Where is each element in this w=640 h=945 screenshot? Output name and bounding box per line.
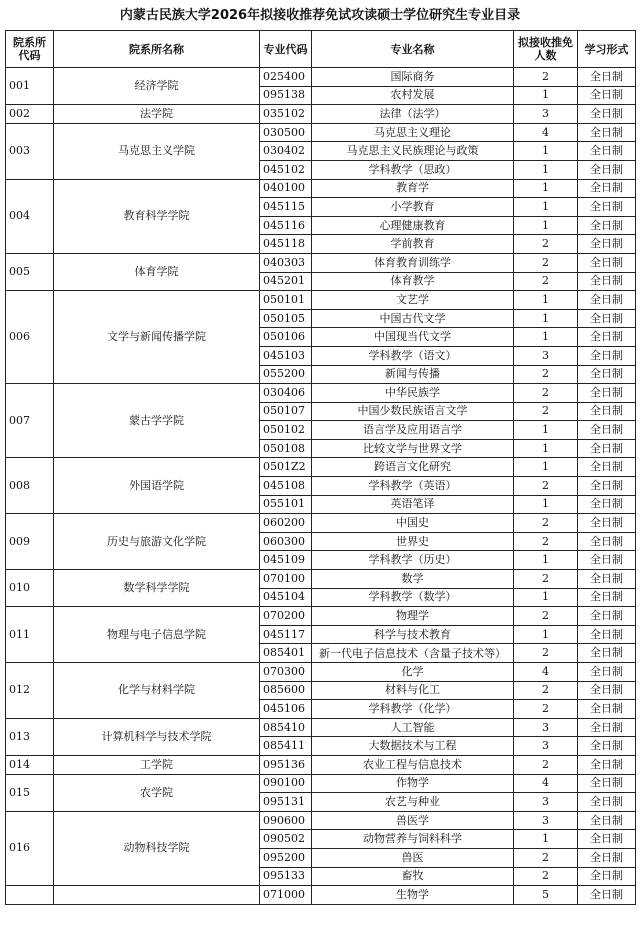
major-code-cell: 045103 [260, 346, 312, 365]
quota-cell: 2 [514, 700, 578, 719]
major-code-cell: 095138 [260, 86, 312, 105]
quota-cell: 2 [514, 477, 578, 496]
mode-cell: 全日制 [578, 86, 636, 105]
dept-name-cell: 教育科学学院 [54, 179, 260, 253]
quota-cell: 3 [514, 718, 578, 737]
mode-cell: 全日制 [578, 663, 636, 682]
quota-cell: 2 [514, 681, 578, 700]
major-name-cell: 语言学及应用语言学 [312, 421, 514, 440]
major-code-cell: 045118 [260, 235, 312, 254]
major-code-cell: 060300 [260, 532, 312, 551]
mode-cell: 全日制 [578, 160, 636, 179]
table-row [6, 68, 636, 87]
major-code-cell: 035102 [260, 105, 312, 124]
table-row [6, 755, 636, 774]
major-code-cell: 055101 [260, 495, 312, 514]
dept-code-cell: 005 [6, 253, 54, 290]
major-name-cell: 新闻与传播 [312, 365, 514, 384]
major-name-cell: 心理健康教育 [312, 216, 514, 235]
major-name-cell: 文艺学 [312, 291, 514, 310]
quota-cell: 1 [514, 830, 578, 849]
quota-cell: 2 [514, 68, 578, 87]
major-name-cell: 农业工程与信息技术 [312, 755, 514, 774]
major-name-cell: 物理学 [312, 607, 514, 626]
dept-name-cell: 物理与电子信息学院 [54, 607, 260, 663]
header-dept-code: 院系所代码 [6, 31, 54, 68]
dept-code-cell: 011 [6, 607, 54, 663]
dept-name-cell: 动物科技学院 [54, 811, 260, 885]
dept-code-cell: 004 [6, 179, 54, 253]
mode-cell: 全日制 [578, 625, 636, 644]
mode-cell: 全日制 [578, 514, 636, 533]
mode-cell: 全日制 [578, 774, 636, 793]
major-code-cell: 085410 [260, 718, 312, 737]
mode-cell: 全日制 [578, 421, 636, 440]
mode-cell: 全日制 [578, 439, 636, 458]
quota-cell: 1 [514, 458, 578, 477]
major-code-cell: 045106 [260, 700, 312, 719]
major-name-cell: 中国古代文学 [312, 309, 514, 328]
mode-cell: 全日制 [578, 216, 636, 235]
major-code-cell: 030402 [260, 142, 312, 161]
major-name-cell: 作物学 [312, 774, 514, 793]
table-row [6, 514, 636, 533]
mode-cell: 全日制 [578, 830, 636, 849]
major-code-cell: 070300 [260, 663, 312, 682]
mode-cell: 全日制 [578, 68, 636, 87]
major-code-cell: 085401 [260, 644, 312, 663]
dept-name-cell: 工学院 [54, 755, 260, 774]
dept-code-cell [6, 886, 54, 905]
major-code-cell: 045109 [260, 551, 312, 570]
mode-cell: 全日制 [578, 291, 636, 310]
major-name-cell: 学前教育 [312, 235, 514, 254]
quota-cell: 2 [514, 848, 578, 867]
major-name-cell: 兽医学 [312, 811, 514, 830]
mode-cell: 全日制 [578, 588, 636, 607]
mode-cell: 全日制 [578, 848, 636, 867]
mode-cell: 全日制 [578, 142, 636, 161]
major-name-cell: 生物学 [312, 886, 514, 905]
mode-cell: 全日制 [578, 402, 636, 421]
quota-cell: 2 [514, 644, 578, 663]
dept-name-cell: 蒙古学学院 [54, 384, 260, 458]
dept-code-cell: 016 [6, 811, 54, 885]
major-code-cell: 060200 [260, 514, 312, 533]
quota-cell: 2 [514, 755, 578, 774]
major-code-cell: 085411 [260, 737, 312, 756]
major-name-cell: 学科教学（英语） [312, 477, 514, 496]
major-name-cell: 世界史 [312, 532, 514, 551]
major-name-cell: 畜牧 [312, 867, 514, 886]
major-code-cell: 071000 [260, 886, 312, 905]
major-name-cell: 马克思主义理论 [312, 123, 514, 142]
mode-cell: 全日制 [578, 123, 636, 142]
mode-cell: 全日制 [578, 644, 636, 663]
major-code-cell: 045201 [260, 272, 312, 291]
quota-cell: 2 [514, 570, 578, 589]
mode-cell: 全日制 [578, 886, 636, 905]
mode-cell: 全日制 [578, 570, 636, 589]
dept-code-cell: 013 [6, 718, 54, 755]
major-name-cell: 跨语言文化研究 [312, 458, 514, 477]
quota-cell: 2 [514, 514, 578, 533]
major-code-cell: 095200 [260, 848, 312, 867]
table-row [6, 886, 636, 905]
major-code-cell: 090100 [260, 774, 312, 793]
major-code-cell: 095136 [260, 755, 312, 774]
major-code-cell: 045116 [260, 216, 312, 235]
mode-cell: 全日制 [578, 235, 636, 254]
major-name-cell: 学科教学（思政） [312, 160, 514, 179]
dept-name-cell [54, 886, 260, 905]
table-row [6, 105, 636, 124]
quota-cell: 1 [514, 142, 578, 161]
major-name-cell: 比较文学与世界文学 [312, 439, 514, 458]
dept-code-cell: 015 [6, 774, 54, 811]
quota-cell: 4 [514, 663, 578, 682]
major-code-cell: 0501Z2 [260, 458, 312, 477]
dept-name-cell: 数学科学学院 [54, 570, 260, 607]
quota-cell: 2 [514, 365, 578, 384]
major-code-cell: 040100 [260, 179, 312, 198]
quota-cell: 1 [514, 625, 578, 644]
dept-code-cell: 014 [6, 755, 54, 774]
major-code-cell: 030500 [260, 123, 312, 142]
major-name-cell: 学科教学（语文） [312, 346, 514, 365]
major-code-cell: 040303 [260, 253, 312, 272]
quota-cell: 3 [514, 737, 578, 756]
quota-cell: 2 [514, 867, 578, 886]
mode-cell: 全日制 [578, 811, 636, 830]
quota-cell: 2 [514, 384, 578, 403]
quota-cell: 1 [514, 309, 578, 328]
mode-cell: 全日制 [578, 737, 636, 756]
dept-name-cell: 体育学院 [54, 253, 260, 290]
major-name-cell: 动物营养与饲料科学 [312, 830, 514, 849]
major-name-cell: 中国现当代文学 [312, 328, 514, 347]
major-code-cell: 085600 [260, 681, 312, 700]
table-row [6, 253, 636, 272]
major-code-cell: 050108 [260, 439, 312, 458]
quota-cell: 1 [514, 421, 578, 440]
table-body [6, 68, 636, 905]
dept-name-cell: 计算机科学与技术学院 [54, 718, 260, 755]
quota-cell: 3 [514, 105, 578, 124]
catalog-table [5, 30, 636, 905]
major-name-cell: 体育教学 [312, 272, 514, 291]
dept-code-cell: 009 [6, 514, 54, 570]
major-name-cell: 人工智能 [312, 718, 514, 737]
mode-cell: 全日制 [578, 532, 636, 551]
major-name-cell: 体育教育训练学 [312, 253, 514, 272]
mode-cell: 全日制 [578, 607, 636, 626]
major-code-cell: 090600 [260, 811, 312, 830]
major-name-cell: 化学 [312, 663, 514, 682]
major-name-cell: 数学 [312, 570, 514, 589]
mode-cell: 全日制 [578, 551, 636, 570]
quota-cell: 1 [514, 198, 578, 217]
dept-code-cell: 001 [6, 68, 54, 105]
header-major-name: 专业名称 [312, 31, 514, 68]
header-dept-name: 院系所名称 [54, 31, 260, 68]
mode-cell: 全日制 [578, 198, 636, 217]
major-name-cell: 中国史 [312, 514, 514, 533]
table-row [6, 179, 636, 198]
dept-code-cell: 002 [6, 105, 54, 124]
header-quota: 拟接收推免人数 [514, 31, 578, 68]
table-row [6, 774, 636, 793]
major-code-cell: 045117 [260, 625, 312, 644]
quota-cell: 2 [514, 272, 578, 291]
dept-name-cell: 马克思主义学院 [54, 123, 260, 179]
dept-code-cell: 006 [6, 291, 54, 384]
document-title: 内蒙古民族大学2026年拟接收推荐免试攻读硕士学位研究生专业目录 [119, 8, 521, 23]
mode-cell: 全日制 [578, 179, 636, 198]
major-code-cell: 030406 [260, 384, 312, 403]
dept-code-cell: 010 [6, 570, 54, 607]
quota-cell: 2 [514, 532, 578, 551]
dept-code-cell: 008 [6, 458, 54, 514]
dept-code-cell: 012 [6, 663, 54, 719]
mode-cell: 全日制 [578, 346, 636, 365]
mode-cell: 全日制 [578, 365, 636, 384]
mode-cell: 全日制 [578, 328, 636, 347]
major-code-cell: 090502 [260, 830, 312, 849]
quota-cell: 1 [514, 160, 578, 179]
major-name-cell: 科学与技术教育 [312, 625, 514, 644]
major-code-cell: 045108 [260, 477, 312, 496]
major-name-cell: 英语笔译 [312, 495, 514, 514]
quota-cell: 3 [514, 346, 578, 365]
quota-cell: 1 [514, 551, 578, 570]
mode-cell: 全日制 [578, 700, 636, 719]
quota-cell: 1 [514, 495, 578, 514]
quota-cell: 1 [514, 291, 578, 310]
table-row [6, 123, 636, 142]
dept-code-cell: 007 [6, 384, 54, 458]
quota-cell: 2 [514, 253, 578, 272]
dept-name-cell: 农学院 [54, 774, 260, 811]
table-row [6, 718, 636, 737]
major-name-cell: 农村发展 [312, 86, 514, 105]
major-name-cell: 马克思主义民族理论与政策 [312, 142, 514, 161]
major-name-cell: 中华民族学 [312, 384, 514, 403]
major-code-cell: 025400 [260, 68, 312, 87]
dept-name-cell: 法学院 [54, 105, 260, 124]
mode-cell: 全日制 [578, 272, 636, 291]
major-code-cell: 070100 [260, 570, 312, 589]
quota-cell: 1 [514, 328, 578, 347]
quota-cell: 1 [514, 588, 578, 607]
major-name-cell: 学科教学（历史） [312, 551, 514, 570]
quota-cell: 1 [514, 86, 578, 105]
quota-cell: 4 [514, 774, 578, 793]
major-code-cell: 045104 [260, 588, 312, 607]
quota-cell: 2 [514, 607, 578, 626]
major-name-cell: 学科教学（化学） [312, 700, 514, 719]
major-name-cell: 新一代电子信息技术（含量子技术等） [312, 644, 514, 663]
table-row [6, 663, 636, 682]
table-header [6, 31, 636, 68]
mode-cell: 全日制 [578, 755, 636, 774]
major-code-cell: 095133 [260, 867, 312, 886]
major-code-cell: 050102 [260, 421, 312, 440]
quota-cell: 5 [514, 886, 578, 905]
quota-cell: 2 [514, 235, 578, 254]
major-code-cell: 050105 [260, 309, 312, 328]
quota-cell: 2 [514, 402, 578, 421]
mode-cell: 全日制 [578, 477, 636, 496]
major-code-cell: 070200 [260, 607, 312, 626]
dept-name-cell: 经济学院 [54, 68, 260, 105]
major-code-cell: 050107 [260, 402, 312, 421]
quota-cell: 1 [514, 179, 578, 198]
major-name-cell: 中国少数民族语言文学 [312, 402, 514, 421]
dept-code-cell: 003 [6, 123, 54, 179]
major-code-cell: 050101 [260, 291, 312, 310]
table-row [6, 384, 636, 403]
table-row [6, 811, 636, 830]
major-name-cell: 学科教学（数学） [312, 588, 514, 607]
mode-cell: 全日制 [578, 384, 636, 403]
dept-name-cell: 文学与新闻传播学院 [54, 291, 260, 384]
mode-cell: 全日制 [578, 253, 636, 272]
major-code-cell: 055200 [260, 365, 312, 384]
mode-cell: 全日制 [578, 458, 636, 477]
mode-cell: 全日制 [578, 867, 636, 886]
quota-cell: 3 [514, 811, 578, 830]
table-row [6, 458, 636, 477]
header-major-code: 专业代码 [260, 31, 312, 68]
major-name-cell: 农艺与种业 [312, 793, 514, 812]
table-row [6, 291, 636, 310]
table-row [6, 570, 636, 589]
mode-cell: 全日制 [578, 105, 636, 124]
mode-cell: 全日制 [578, 681, 636, 700]
quota-cell: 4 [514, 123, 578, 142]
mode-cell: 全日制 [578, 309, 636, 328]
dept-name-cell: 化学与材料学院 [54, 663, 260, 719]
major-name-cell: 小学教育 [312, 198, 514, 217]
major-name-cell: 兽医 [312, 848, 514, 867]
major-name-cell: 法律（法学） [312, 105, 514, 124]
quota-cell: 1 [514, 216, 578, 235]
major-code-cell: 050106 [260, 328, 312, 347]
mode-cell: 全日制 [578, 793, 636, 812]
major-name-cell: 材料与化工 [312, 681, 514, 700]
dept-name-cell: 历史与旅游文化学院 [54, 514, 260, 570]
major-name-cell: 教育学 [312, 179, 514, 198]
mode-cell: 全日制 [578, 495, 636, 514]
major-name-cell: 大数据技术与工程 [312, 737, 514, 756]
header-mode: 学习形式 [578, 31, 636, 68]
quota-cell: 1 [514, 439, 578, 458]
major-code-cell: 045102 [260, 160, 312, 179]
quota-cell: 3 [514, 793, 578, 812]
dept-name-cell: 外国语学院 [54, 458, 260, 514]
major-code-cell: 045115 [260, 198, 312, 217]
mode-cell: 全日制 [578, 718, 636, 737]
major-code-cell: 095131 [260, 793, 312, 812]
table-row [6, 607, 636, 626]
major-name-cell: 国际商务 [312, 68, 514, 87]
